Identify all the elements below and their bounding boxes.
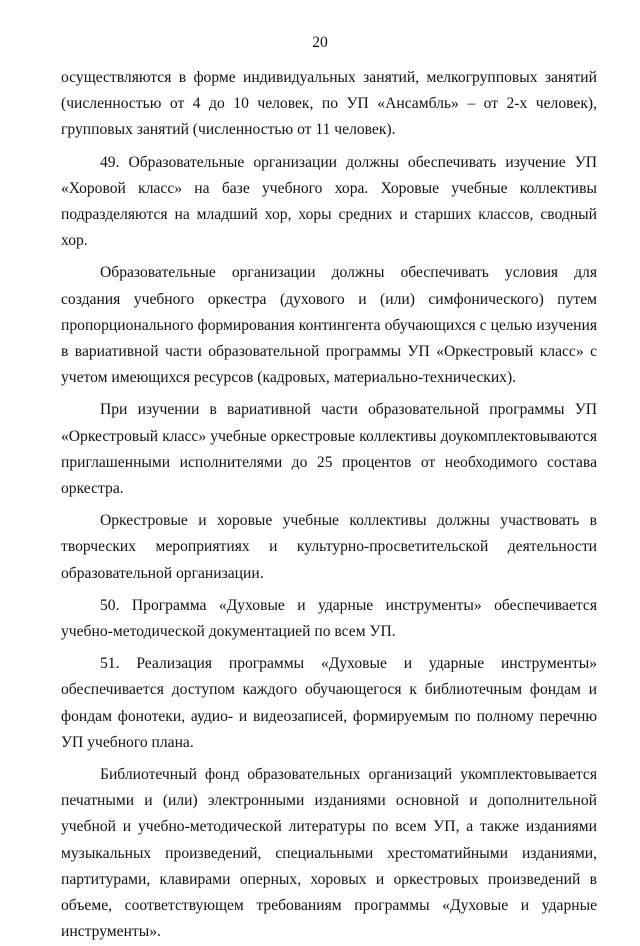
paragraph-item-49: 49. Образовательные организации должны обеспечивать изучение УП «Хоровой класс» на базе учебного хора. Хоровые учебные коллективы подразделяются на младший хор, хоры средних и старших классов, сводный хор. bbox=[61, 153, 597, 250]
document-body bbox=[61, 65, 597, 946]
paragraph-collectives: Оркестровые и хоровые учебные коллективы должны участвовать в творческих мероприятиях и культурно-просветительской деятельности образовательной организации. bbox=[61, 512, 597, 582]
paragraph-item-50: 50. Программа «Духовые и ударные инструменты» обеспечивается учебно-методической документацией по всем УП. bbox=[61, 596, 597, 641]
paragraph-variable-part: При изучении в вариативной части образовательной программы УП «Оркестровый класс» учебные оркестровые коллективы доукомплектовываются приглашенными исполнителями до 25 процентов от необходимого состава оркестра. bbox=[61, 401, 597, 498]
page-number: 20 bbox=[312, 34, 328, 51]
paragraph-library-fund: Библиотечный фонд образовательных организаций укомплектовывается печатными и (или) электронными изданиями основной и дополнительной учебной и учебно-методической литературы по всем УП, а также изданиями музыкальных произведений, специальными хрестоматийными изданиями, партитурами, клавирами оперных, хоровых и оркестровых произведений в объеме, соответствующем требованиям программы «Духовые и ударные инструменты». bbox=[61, 766, 597, 941]
paragraph-orchestra-conditions: Образовательные организации должны обеспечивать условия для создания учебного оркестра (духового и (или) симфонического) путем пропорционального формирования контингента обучающихся с целью изучения в вариативной части образовательной программы УП «Оркестровый класс» с учетом имеющихся ресурсов (кадровых, материально-технических). bbox=[61, 264, 597, 387]
paragraph-item-51: 51. Реализация программы «Духовые и ударные инструменты» обеспечивается доступом каждого обучающегося к библиотечным фондам и фондам фонотеки, аудио- и видеозаписей, формируемым по полному перечню УП учебного плана. bbox=[61, 655, 597, 751]
paragraph-continuation: осуществляются в форме индивидуальных занятий, мелкогрупповых занятий (численностью от 4 до 10 человек, по УП «Ансамбль» – от 2-х человек), групповых занятий (численностью от 11 человек). bbox=[61, 69, 597, 139]
